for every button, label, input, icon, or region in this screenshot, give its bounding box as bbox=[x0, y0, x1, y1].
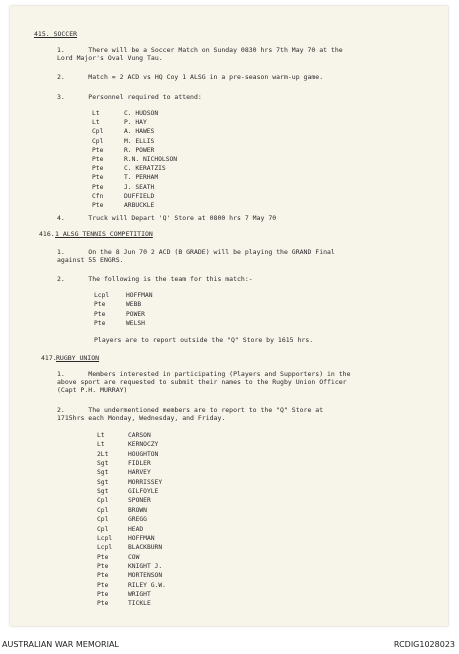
section-417-heading: RUGBY UNION bbox=[56, 354, 100, 362]
person-rank: Pte bbox=[97, 562, 109, 570]
person-name: WEBB bbox=[126, 301, 142, 309]
section-415-para-2: 2. Match = 2 ACD vs HQ Coy 1 ALSG in a pre-season warm-up game. bbox=[57, 73, 324, 81]
person-name: R. POWER bbox=[124, 146, 155, 154]
person-name: HOFFMAN bbox=[128, 534, 155, 542]
person-rank: Lcpl bbox=[97, 534, 113, 542]
person-name: HEAD bbox=[128, 525, 144, 533]
person-name: HOUGHTON bbox=[128, 450, 159, 458]
person-rank: Pte bbox=[92, 165, 104, 173]
person-rank: Pte bbox=[92, 156, 104, 163]
person-name: POWER bbox=[126, 310, 145, 318]
section-416-heading: 1 ALSG TENNIS COMPETITION bbox=[55, 230, 153, 238]
section-415-para-3: 3. Personnel required to attend: bbox=[57, 93, 202, 101]
person-rank: Pte bbox=[94, 301, 106, 309]
person-name: A. HAWES bbox=[124, 128, 155, 136]
section-415-para-1-line-2: Lord Major's Oval Vung Tau. bbox=[57, 54, 163, 62]
person-name: KNIGHT J. bbox=[128, 562, 163, 570]
person-rank: Pte bbox=[97, 581, 109, 589]
person-rank: Pte bbox=[94, 310, 106, 318]
person-rank: Lcpl bbox=[94, 292, 110, 299]
person-name: KERNOCZY bbox=[128, 441, 159, 449]
person-name: WELSH bbox=[126, 320, 145, 328]
person-name: GREGG bbox=[128, 516, 147, 524]
person-name: T. PERHAM bbox=[124, 174, 159, 182]
section-417-number: 417. bbox=[41, 354, 57, 362]
person-name: HOFFMAN bbox=[126, 292, 153, 299]
person-name: HARVEY bbox=[128, 469, 151, 477]
person-rank: Pte bbox=[97, 600, 109, 608]
person-name: COW bbox=[128, 553, 140, 561]
person-rank: Cpl bbox=[92, 137, 104, 145]
footer-archive-name: AUSTRALIAN WAR MEMORIAL bbox=[2, 640, 119, 649]
person-name: CARSON bbox=[128, 432, 151, 439]
document-page bbox=[10, 6, 448, 626]
person-name: C. KERATZIS bbox=[124, 165, 166, 173]
section-417-para-1-line-3: (Capt P.H. MURRAY) bbox=[57, 386, 128, 394]
person-name: MORRISSEY bbox=[128, 478, 163, 486]
section-415-para-1-line-1: 1. There will be a Soccer Match on Sunday 0830 hrs 7th May 70 at the bbox=[57, 46, 343, 54]
section-416-para-2: 2. The following is the team for this match:- bbox=[57, 275, 253, 283]
person-name: SPONER bbox=[128, 497, 151, 505]
person-rank: Lt bbox=[97, 432, 105, 439]
person-rank: Sgt bbox=[97, 460, 109, 468]
person-rank: Pte bbox=[97, 572, 109, 580]
person-rank: Sgt bbox=[97, 478, 109, 486]
person-name: P. HAY bbox=[124, 119, 147, 127]
person-rank: Cpl bbox=[97, 525, 109, 533]
person-rank: Pte bbox=[97, 590, 109, 598]
person-name: WRIGHT bbox=[128, 590, 151, 598]
person-rank: Pte bbox=[97, 553, 109, 561]
person-name: BLACKBURN bbox=[128, 544, 163, 552]
section-417-para-2-line-1: 2. The undermentioned members are to report to the "Q" Store at bbox=[57, 406, 324, 414]
section-415-para-4: 4. Truck will Depart 'Q' Store at 0800 hrs 7 May 70 bbox=[57, 214, 277, 222]
section-416-number: 416. bbox=[39, 230, 55, 238]
person-rank: Pte bbox=[92, 202, 104, 209]
person-rank: Pte bbox=[92, 183, 104, 191]
person-rank: Lcpl bbox=[97, 544, 113, 552]
person-name: MORTENSON bbox=[128, 572, 163, 580]
person-name: J. SEATH bbox=[124, 183, 155, 191]
person-rank: Lt bbox=[92, 110, 100, 117]
person-rank: Lt bbox=[97, 441, 105, 449]
person-name: TICKLE bbox=[128, 600, 151, 608]
person-rank: Sgt bbox=[97, 488, 109, 496]
person-rank: Sgt bbox=[97, 469, 109, 477]
section-417-para-2-line-2: 1715hrs each Monday, Wednesday, and Friday. bbox=[57, 414, 226, 422]
section-416-para-1-line-1: 1. On the 8 Jun 70 2 ACD (B GRADE) will be playing the GRAND Final bbox=[57, 248, 335, 256]
person-rank: Pte bbox=[92, 174, 104, 182]
person-name: R.N. NICHOLSON bbox=[124, 156, 178, 163]
section-416-para-1-line-2: against 55 ENGRS. bbox=[57, 256, 124, 264]
person-name: RILEY G.W. bbox=[128, 581, 166, 589]
person-rank: Cpl bbox=[97, 506, 109, 514]
section-417-para-1-line-2: above sport are requested to submit their names to the Rugby Union Officer bbox=[57, 378, 347, 386]
person-name: GILFOYLE bbox=[128, 488, 159, 496]
footer-record-id: RCDIG1028023 bbox=[393, 640, 455, 649]
section-416-note: Players are to report outside the "Q" Store by 1615 hrs. bbox=[94, 336, 314, 344]
person-name: BROWN bbox=[128, 506, 147, 514]
person-rank: Lt bbox=[92, 119, 100, 127]
section-417-para-1-line-1: 1. Members interested in participating (Players and Supporters) in the bbox=[57, 370, 351, 378]
person-name: C. HUDSON bbox=[124, 110, 159, 117]
person-rank: Cpl bbox=[97, 516, 109, 524]
person-rank: Pte bbox=[94, 320, 106, 328]
person-rank: Cfn bbox=[92, 192, 104, 200]
person-name: M. ELLIS bbox=[124, 137, 155, 145]
person-name: DUFFIELD bbox=[124, 192, 155, 200]
person-rank: Cpl bbox=[92, 128, 104, 136]
person-name: ARBUCKLE bbox=[124, 202, 155, 209]
person-rank: Cpl bbox=[97, 497, 109, 505]
person-rank: Pte bbox=[92, 146, 104, 154]
person-rank: 2Lt bbox=[97, 450, 109, 458]
person-name: FIDLER bbox=[128, 460, 151, 468]
section-415-heading: 415. SOCCER bbox=[34, 30, 78, 38]
